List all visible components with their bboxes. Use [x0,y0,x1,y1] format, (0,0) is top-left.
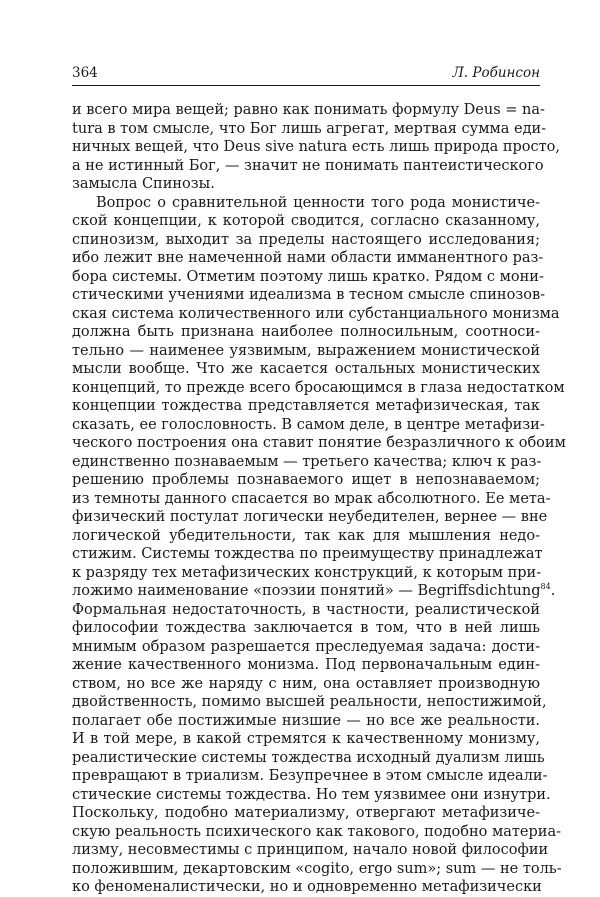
text-line-content: ложимо наименование «поэзии понятий» — Begriffsdichtung [72,583,541,599]
paragraph-first-line: Вопрос о сравнительной ценности того рода монистиче- [96,194,540,211]
text-line: стические системы тождества. Но тем уязвимее они изнутри. [72,786,551,803]
text-line: концепции тождества представляется метафизическая, так [72,398,540,414]
text-line: логической убедительности, так как для мышления недо- [72,527,540,544]
text-line: концепций, то прежде всего бросающимся в глаза недостатком [72,379,565,396]
text-line: бора системы. Отметим поэтому лишь кратко. Рядом с мони- [72,268,544,285]
text-line: спинозизм, выходит за пределы настоящего исследования; [72,231,540,248]
text-line: tura в том смысле, что Бог лишь агрегат, мертвая сумма еди- [72,120,547,137]
text-line: ибо лежит вне намеченной нами области имманентного раз- [72,250,544,266]
text-line: а не истинный Бог, — значит не понимать пантеистического [72,157,544,174]
text-line: реалистические системы тождества исходный дуализм лишь [72,749,545,766]
text-line: двойственность, помимо высшей реальности, непостижимой, [72,694,547,710]
text-line: философии тождества заключается в том, что в ней лишь [72,620,540,636]
text-line: сказать, ее голословность. В самом деле, в центре метафизи- [72,416,545,433]
text-line: ской концепции, к которой сводится, согласно сказанному, [72,213,540,229]
text-line: ская система количественного или субстанциального монизма [72,305,560,322]
text-line: тельно — наименее уязвимым, выражением монистической [72,342,540,359]
text-line: ством, но все же наряду с ним, она оставляет производную [72,675,540,692]
running-head-author: Л. Робинсон [452,65,540,81]
text-line: превращают в триализм. Безупречнее в этом смысле идеали- [72,768,548,784]
text-line: скую реальность психического как такового, подобно материа- [72,823,561,840]
text-line: и всего мира вещей; равно как понимать формулу Deus = na- [72,102,545,118]
text-line: стижим. Системы тождества по преимуществу принадлежат [72,546,543,562]
text-line: мнимым образом разрешается преследуемая задача: дости- [72,638,540,655]
text-line: к разряду тех метафизических конструкций, к которым при- [72,564,542,581]
running-header [72,64,540,86]
text-line: стическими учениями идеализма в тесном смысле спинозов- [72,287,546,303]
text-line: решению проблемы познаваемого ищет в непознаваемом; [72,472,540,488]
text-line: ческого построения она ставит понятие безразличного к обоим [72,435,566,451]
text-line: ко феноменалистически, но и одновременно метафизически [72,879,542,895]
body-text [72,101,566,897]
footnote-trailing-punct: . [550,583,556,599]
text-line: полагает обе постижимые низшие — но все же реальности. [72,712,540,729]
text-line: из темноты данного спасается во мрак абсолютного. Ее мета- [72,490,551,507]
text-line: положившим, декартовским «cogito, ergo sum»; sum — не толь- [72,860,562,877]
text-line: ничных вещей, что Deus sive natura есть лишь природа просто, [72,139,560,155]
text-line: единственно познаваемым — третьего качества; ключ к раз- [72,453,542,470]
text-line: должна быть признана наиболее полносильным, соотноси- [72,324,540,340]
footnote-reference[interactable]: 84 [540,582,551,592]
text-line: Формальная недостаточность, в частности, реалистической [72,601,540,618]
text-line: И в той мере, в какой стремятся к качественному монизму, [72,731,540,747]
text-line: физический постулат логически неубедителен, вернее — вне [72,509,548,525]
text-line: мысли вообще. Что же касается остальных монистических [72,361,540,377]
text-line-with-footnote [72,582,556,601]
page-number: 364 [72,65,98,81]
text-line: замысла Спинозы. [72,176,215,192]
text-line: жение качественного монизма. Под первоначальным един- [72,657,540,673]
text-line: Поскольку, подобно материализму, отвергают метафизиче- [72,805,540,821]
text-line: лизму, несовместимы с принципом, начало новой философии [72,842,549,858]
